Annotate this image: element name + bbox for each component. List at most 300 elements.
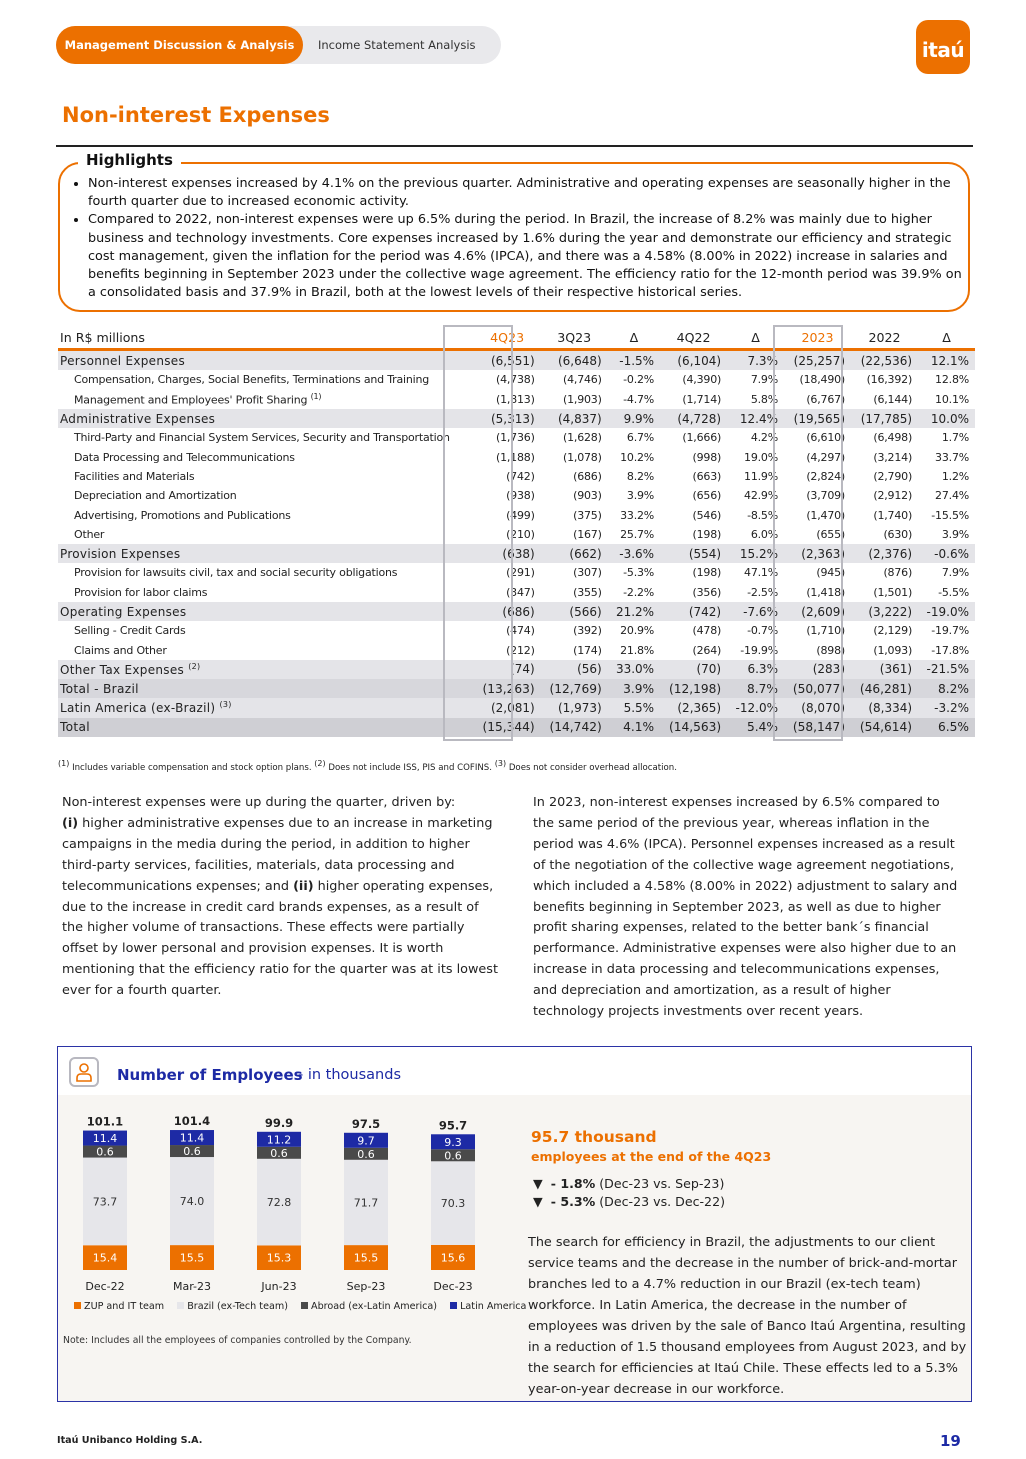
table-cell: (2,790) bbox=[873, 469, 913, 483]
bar-value-label: 70.3 bbox=[440, 1197, 466, 1211]
legend-item bbox=[74, 1301, 164, 1312]
employees-paragraph: The search for efficiency in Brazil, the adjustments to our client service teams and the decrease in the number of brick-and-mortar branches led to a 4.7% reduction in our Brazil (ex-tech team) workforce. In Latin America, the decrease in the number of employees was driven by the sale of Banco Itaú Argentina, resulting in a reduction of 1.5 thousand employees from August 2023, and by the search for efficiencies at Itaú Chile. These effects led to a 5.3% year-on-year decrease in our workforce. bbox=[528, 1235, 967, 1397]
table-cell: (499) bbox=[506, 508, 535, 522]
table-cell: -2.5% bbox=[747, 585, 778, 599]
row-label-text: Provision for labor claims bbox=[74, 585, 208, 599]
table-cell: (1,666) bbox=[682, 431, 722, 445]
kpi-value: - 5.3% bbox=[550, 1194, 596, 1209]
table-cell: (4,390) bbox=[682, 373, 722, 387]
bar-value-label: 0.6 bbox=[357, 1147, 375, 1161]
table-cell: (46,281) bbox=[851, 679, 918, 698]
table-cell: (1,736) bbox=[495, 431, 535, 445]
bar-value-label: 0.6 bbox=[183, 1145, 201, 1159]
table-cell: (283) bbox=[784, 660, 851, 679]
table-cell: 12.1% bbox=[918, 350, 975, 371]
table-row bbox=[58, 679, 975, 698]
table-row bbox=[58, 718, 975, 737]
table-cell: -17.8% bbox=[931, 643, 969, 657]
row-label-text: Provision for lawsuits civil, tax and social security obligations bbox=[74, 566, 398, 580]
bar-value-label: 15.5 bbox=[179, 1251, 205, 1265]
table-cell: (25,257) bbox=[784, 350, 851, 371]
highlight-item: • Compared to 2022, non-interest expenses were up 6.5% during the period. In Brazil, the increase of 8.2% was mainly due to higher business and technology investments. Core expenses increased by 1.6% during the year and demonstrate our efficiency and strategic cost management, given the inflation for the period was 4.6% (IPCA), and there was a 4.58% (8.00% in 2022) increase in salaries and benefits beginning in September 2023 under the collective wage agreement. The efficiency ratio for the 12-month period was 39.9% on a consolidated basis and 37.9% in Brazil, both at the lowest levels of their respective historical series. bbox=[88, 211, 972, 302]
footnote-text: Does not include ISS, PIS and COFINS. bbox=[328, 762, 492, 773]
row-label-text: Data Processing and Telecommunications bbox=[74, 450, 295, 464]
bar-value-label: 11.4 bbox=[179, 1131, 205, 1145]
table-cell: 42.9% bbox=[744, 489, 778, 503]
table-cell: (1,093) bbox=[873, 643, 913, 657]
table-cell: (264) bbox=[692, 643, 722, 657]
table-cell: (22,536) bbox=[851, 350, 918, 371]
row-label bbox=[58, 505, 474, 524]
row-label bbox=[58, 660, 474, 679]
bar-total-label: 99.9 bbox=[264, 1115, 294, 1130]
table-cell: 6.7% bbox=[626, 431, 655, 445]
table-cell: -3.6% bbox=[608, 544, 660, 563]
category-label: Jun-23 bbox=[261, 1280, 297, 1293]
table-cell: (2,824) bbox=[806, 469, 846, 483]
row-label-text: Latin America (ex-Brazil) bbox=[60, 701, 216, 716]
table-cell: 12.8% bbox=[935, 373, 969, 387]
table-cell: (2,912) bbox=[873, 489, 913, 503]
table-cell: 6.0% bbox=[750, 527, 778, 541]
row-label-text: Compensation, Charges, Social Benefits, Terminations and Training bbox=[74, 373, 430, 387]
header-delta-year: Δ bbox=[918, 326, 975, 350]
row-label bbox=[58, 718, 474, 737]
table-row bbox=[58, 660, 975, 679]
table-row bbox=[58, 583, 975, 602]
kpi-value: - 1.8% bbox=[550, 1176, 596, 1191]
page-title: Non-interest Expenses bbox=[62, 103, 330, 127]
table-cell: (4,728) bbox=[660, 409, 727, 428]
row-label-text: Selling - Credit Cards bbox=[74, 624, 186, 638]
table-cell: (1,813) bbox=[495, 392, 535, 406]
row-label bbox=[58, 428, 474, 447]
header-delta-yoy: Δ bbox=[727, 326, 784, 350]
title-divider bbox=[56, 145, 973, 147]
table-row bbox=[58, 640, 975, 659]
table-row bbox=[58, 467, 975, 486]
table-cell: (898) bbox=[816, 643, 846, 657]
table-row bbox=[58, 602, 975, 621]
row-label bbox=[58, 447, 474, 466]
table-cell: 3.9% bbox=[608, 679, 660, 698]
table-cell: 20.9% bbox=[620, 624, 655, 638]
table-cell: (4,297) bbox=[806, 450, 846, 464]
table-cell: (6,610) bbox=[806, 431, 846, 445]
table-cell: 21.2% bbox=[608, 602, 660, 621]
table-cell: (19,565) bbox=[784, 409, 851, 428]
table-cell: (2,376) bbox=[851, 544, 918, 563]
table-cell: -19.9% bbox=[740, 643, 778, 657]
bar-value-label: 74.0 bbox=[179, 1195, 205, 1209]
table-cell: 11.9% bbox=[744, 469, 778, 483]
row-label bbox=[58, 563, 474, 582]
row-label-text: Third-Party and Financial System Services, Security and Transportation bbox=[74, 431, 450, 445]
table-cell: (392) bbox=[573, 624, 602, 638]
row-label-text: Management and Employees' Profit Sharing bbox=[74, 393, 308, 407]
bar-value-label: 0.6 bbox=[270, 1146, 288, 1160]
down-arrow-icon: ▼ bbox=[533, 1194, 543, 1209]
table-cell: (630) bbox=[883, 527, 913, 541]
row-label-text: Advertising, Promotions and Publications bbox=[74, 508, 291, 522]
table-cell: (2,129) bbox=[873, 624, 913, 638]
header-4q23: 4Q23 bbox=[474, 326, 541, 350]
header-3q23: 3Q23 bbox=[541, 326, 608, 350]
header-units: In R$ millions bbox=[58, 326, 474, 350]
table-cell: (742) bbox=[660, 602, 727, 621]
table-cell: 10.2% bbox=[620, 450, 655, 464]
table-cell: (1,078) bbox=[563, 450, 602, 464]
kpi-subheadline: employees at the end of the 4Q23 bbox=[531, 1149, 772, 1164]
highlights-title: Highlights bbox=[78, 151, 181, 169]
row-label-text: Claims and Other bbox=[74, 643, 167, 657]
table-cell: (1,501) bbox=[873, 585, 913, 599]
bar-total-label: 95.7 bbox=[438, 1118, 468, 1133]
table-cell: 3.9% bbox=[941, 527, 969, 541]
table-cell: 47.1% bbox=[744, 566, 778, 580]
table-cell: (662) bbox=[541, 544, 608, 563]
table-row bbox=[58, 428, 975, 447]
table-row bbox=[58, 370, 975, 389]
kpi-change-qoq bbox=[533, 1176, 724, 1191]
table-cell: -3.2% bbox=[918, 698, 975, 717]
table-cell: (15,344) bbox=[474, 718, 541, 737]
bar-value-label: 73.7 bbox=[92, 1195, 118, 1209]
table-cell: 4.2% bbox=[750, 431, 778, 445]
table-row bbox=[58, 447, 975, 466]
person-icon bbox=[69, 1057, 99, 1087]
table-cell: -0.2% bbox=[623, 373, 655, 387]
table-cell: (16,392) bbox=[866, 373, 913, 387]
table-cell: 5.4% bbox=[727, 718, 784, 737]
table-cell: 25.7% bbox=[620, 527, 655, 541]
table-cell: (174) bbox=[573, 643, 602, 657]
row-label bbox=[58, 467, 474, 486]
table-cell: (198) bbox=[692, 566, 722, 580]
table-cell: -7.6% bbox=[727, 602, 784, 621]
table-cell: (566) bbox=[541, 602, 608, 621]
table-cell: (478) bbox=[692, 624, 722, 638]
table-cell: 12.4% bbox=[727, 409, 784, 428]
table-cell: (2,081) bbox=[474, 698, 541, 717]
table-cell: 5.8% bbox=[750, 392, 778, 406]
bar-value-label: 9.7 bbox=[357, 1134, 375, 1148]
table-cell: (1,714) bbox=[682, 392, 722, 406]
table-cell: (54,614) bbox=[851, 718, 918, 737]
table-cell: (1,188) bbox=[495, 450, 535, 464]
table-cell: (2,365) bbox=[660, 698, 727, 717]
highlight-item: • Non-interest expenses increased by 4.1% on the previous quarter. Administrative and operating expenses are seasonally higher in the fourth quarter due to increased economic activity. bbox=[88, 175, 972, 211]
table-row bbox=[58, 486, 975, 505]
legend-item bbox=[450, 1301, 526, 1312]
table-cell: (3,709) bbox=[806, 489, 846, 503]
table-cell: -5.5% bbox=[938, 585, 969, 599]
row-label-text: Provision Expenses bbox=[60, 546, 181, 561]
footnote-text: Includes variable compensation and stock option plans. bbox=[72, 762, 312, 773]
table-body bbox=[58, 350, 975, 737]
table-cell: (13,263) bbox=[474, 679, 541, 698]
table-cell: 33.0% bbox=[608, 660, 660, 679]
table-cell: (167) bbox=[573, 527, 602, 541]
employees-note: Note: Includes all the employees of companies controlled by the Company. bbox=[63, 1335, 412, 1346]
row-label-text: Facilities and Materials bbox=[74, 469, 195, 483]
table-cell: (12,198) bbox=[660, 679, 727, 698]
legend-item bbox=[177, 1301, 288, 1312]
table-cell: -15.5% bbox=[931, 508, 969, 522]
table-cell: -0.6% bbox=[918, 544, 975, 563]
table-cell: (6,551) bbox=[474, 350, 541, 371]
employees-title: Number of Employees bbox=[117, 1066, 303, 1084]
table-cell: (6,498) bbox=[873, 431, 913, 445]
chart-legend bbox=[74, 1301, 536, 1312]
row-label-text: Personnel Expenses bbox=[60, 353, 186, 368]
table-cell: 21.8% bbox=[620, 643, 655, 657]
table-cell: (8,070) bbox=[784, 698, 851, 717]
table-cell: (1,710) bbox=[806, 624, 846, 638]
table-cell: (686) bbox=[474, 602, 541, 621]
table-cell: (1,470) bbox=[806, 508, 846, 522]
table-cell: (6,767) bbox=[806, 392, 846, 406]
table-cell: -19.0% bbox=[918, 602, 975, 621]
quarter-analysis-paragraph bbox=[62, 793, 502, 1002]
table-cell: (18,490) bbox=[799, 373, 846, 387]
table-cell: 8.2% bbox=[626, 469, 655, 483]
table-cell: (1,418) bbox=[806, 585, 846, 599]
table-cell: (2,609) bbox=[784, 602, 851, 621]
kpi-change-yoy bbox=[533, 1194, 725, 1209]
table-cell: (58,147) bbox=[784, 718, 851, 737]
table-cell: 33.7% bbox=[935, 450, 969, 464]
table-cell: 6.5% bbox=[918, 718, 975, 737]
table-cell: 1.2% bbox=[941, 469, 969, 483]
table-cell: 19.0% bbox=[744, 450, 778, 464]
row-label bbox=[58, 409, 474, 428]
row-label bbox=[58, 583, 474, 602]
table-cell: 4.1% bbox=[608, 718, 660, 737]
category-label: Dec-23 bbox=[433, 1280, 473, 1293]
table-cell: (74) bbox=[474, 660, 541, 679]
table-cell: (3,222) bbox=[851, 602, 918, 621]
footnote-mark: (1) bbox=[58, 759, 70, 768]
table-row bbox=[58, 698, 975, 717]
kpi-desc: (Dec-23 vs. Sep-23) bbox=[599, 1176, 725, 1191]
table-cell: 33.2% bbox=[620, 508, 655, 522]
table-cell: (1,903) bbox=[563, 392, 602, 406]
legend-label: Abroad (ex-Latin America) bbox=[311, 1301, 438, 1312]
para-intro: Non-interest expenses were up during the quarter, driven by: bbox=[62, 795, 456, 810]
footnote-ref: (3) bbox=[219, 700, 232, 710]
bar-total-label: 97.5 bbox=[351, 1116, 381, 1131]
company-name: Itaú Unibanco Holding S.A. bbox=[57, 1435, 203, 1446]
table-cell: (638) bbox=[474, 544, 541, 563]
footnote-ref: (2) bbox=[188, 661, 201, 671]
table-cell: 15.2% bbox=[727, 544, 784, 563]
row-label bbox=[58, 640, 474, 659]
table-cell: (663) bbox=[692, 469, 722, 483]
table-cell: (938) bbox=[506, 489, 535, 503]
annual-analysis-paragraph: In 2023, non-interest expenses increased by 6.5% compared to the same period of the previous year, whereas inflation in the period was 4.6% (IPCA). Personnel expenses increased as a result of the negotiation of the collective wage agreement negotiations, which included a 4.58% (8.00% in 2022) adjustment to salary and benefits beginning in September 2023, as well as due to higher profit sharing expenses, related to the better bank´s financial performance. Administrative expenses were also higher due to an increase in data processing and telecommunications expenses, and depreciation and amortization, as a result of higher technology projects investments over recent years. bbox=[533, 795, 958, 1020]
legend-item bbox=[301, 1301, 437, 1312]
row-label bbox=[58, 370, 474, 389]
table-cell: (655) bbox=[816, 527, 846, 541]
table-cell: (210) bbox=[506, 527, 535, 541]
header-delta-q: Δ bbox=[608, 326, 660, 350]
table-row bbox=[58, 350, 975, 371]
table-cell: 5.5% bbox=[608, 698, 660, 717]
table-cell: (361) bbox=[851, 660, 918, 679]
bar-value-label: 11.2 bbox=[266, 1133, 292, 1147]
table-cell: (4,738) bbox=[495, 373, 535, 387]
footnote-mark: (3) bbox=[494, 759, 507, 768]
row-label bbox=[58, 698, 474, 717]
table-cell: -2.2% bbox=[623, 585, 655, 599]
table-cell: (4,746) bbox=[563, 373, 602, 387]
table-cell: (945) bbox=[816, 566, 846, 580]
para-text: higher operating expenses, due to the increase in credit card brands expenses, as a result of the higher volume of transactions. These effects were partially offset by lower personal and provision expenses. It is worth mentioning that the efficiency ratio for the quarter was at its lowest ever for a fourth quarter. bbox=[62, 878, 498, 999]
bar-value-label: 15.6 bbox=[440, 1251, 466, 1265]
row-label-text: Administrative Expenses bbox=[60, 411, 216, 426]
header-2022: 2022 bbox=[851, 326, 918, 350]
table-cell: (50,077) bbox=[784, 679, 851, 698]
bar-value-label: 9.3 bbox=[444, 1135, 462, 1149]
table-cell: 7.3% bbox=[727, 350, 784, 371]
table-cell: (5,313) bbox=[474, 409, 541, 428]
row-label-text: Other bbox=[74, 527, 105, 541]
table-cell: (686) bbox=[573, 469, 602, 483]
table-cell: (12,769) bbox=[541, 679, 608, 698]
table-cell: (307) bbox=[573, 566, 602, 580]
row-label-text: Depreciation and Amortization bbox=[74, 489, 237, 503]
category-label: Mar-23 bbox=[172, 1280, 212, 1293]
table-cell: (474) bbox=[506, 624, 535, 638]
table-cell: (742) bbox=[506, 469, 535, 483]
tab-income-statement[interactable]: Income Statement Analysis bbox=[318, 38, 476, 52]
footnote-ref: (1) bbox=[310, 391, 322, 401]
row-label-text: Other Tax Expenses bbox=[60, 662, 185, 677]
bar-value-label: 72.8 bbox=[266, 1196, 292, 1210]
table-cell: (3,214) bbox=[873, 450, 913, 464]
table-cell: 7.9% bbox=[941, 566, 969, 580]
table-cell: 6.3% bbox=[727, 660, 784, 679]
bar-value-label: 0.6 bbox=[96, 1145, 114, 1159]
table-cell: 8.7% bbox=[727, 679, 784, 698]
header-2023: 2023 bbox=[784, 326, 851, 350]
table-cell: (375) bbox=[573, 508, 602, 522]
table-cell: -5.3% bbox=[623, 566, 655, 580]
employees-chart bbox=[70, 1105, 510, 1320]
table-cell: (355) bbox=[573, 585, 602, 599]
table-cell: (1,740) bbox=[873, 508, 913, 522]
bar-value-label: 15.5 bbox=[353, 1251, 379, 1265]
row-label-text: Total bbox=[60, 720, 90, 735]
table-cell: 10.1% bbox=[935, 392, 969, 406]
table-cell: (70) bbox=[660, 660, 727, 679]
table-cell: (656) bbox=[692, 489, 722, 503]
table-cell: (17,785) bbox=[851, 409, 918, 428]
table-row bbox=[58, 621, 975, 640]
bar-value-label: 15.4 bbox=[92, 1251, 118, 1265]
table-cell: -12.0% bbox=[727, 698, 784, 717]
table-cell: 8.2% bbox=[918, 679, 975, 698]
table-cell: 27.4% bbox=[935, 489, 969, 503]
para-marker: (ii) bbox=[293, 878, 314, 894]
bar-total-label: 101.1 bbox=[86, 1114, 124, 1129]
table-cell: (6,104) bbox=[660, 350, 727, 371]
table-cell: 9.9% bbox=[608, 409, 660, 428]
tab-management-discussion[interactable]: Management Discussion & Analysis bbox=[56, 26, 303, 64]
table-cell: (212) bbox=[506, 643, 535, 657]
bar-value-label: 71.7 bbox=[353, 1196, 379, 1210]
table-cell: -4.7% bbox=[623, 392, 655, 406]
table-cell: (554) bbox=[660, 544, 727, 563]
row-label bbox=[58, 621, 474, 640]
table-cell: (14,742) bbox=[541, 718, 608, 737]
table-row bbox=[58, 390, 975, 409]
table-cell: (2,363) bbox=[784, 544, 851, 563]
table-cell: (6,648) bbox=[541, 350, 608, 371]
row-label bbox=[58, 350, 474, 371]
table-cell: (546) bbox=[692, 508, 722, 522]
table-cell: -19.7% bbox=[931, 624, 969, 638]
table-cell: -1.5% bbox=[608, 350, 660, 371]
table-row bbox=[58, 563, 975, 582]
row-label bbox=[58, 525, 474, 544]
table-cell: -0.7% bbox=[747, 624, 778, 638]
table-row bbox=[58, 409, 975, 428]
table-cell: (14,563) bbox=[660, 718, 727, 737]
kpi-desc: (Dec-23 vs. Dec-22) bbox=[599, 1194, 725, 1209]
row-label-text: Total - Brazil bbox=[60, 681, 139, 696]
legend-label: ZUP and IT team bbox=[84, 1301, 165, 1312]
row-label bbox=[58, 390, 474, 409]
bar-value-label: 0.6 bbox=[444, 1149, 462, 1163]
row-label bbox=[58, 486, 474, 505]
table-row bbox=[58, 525, 975, 544]
table-cell: (6,144) bbox=[873, 392, 913, 406]
table-row bbox=[58, 544, 975, 563]
table-footnotes bbox=[58, 759, 677, 773]
table-header-row bbox=[58, 326, 975, 350]
table-cell: (356) bbox=[692, 585, 722, 599]
table-row bbox=[58, 505, 975, 524]
legend-label: Latin America bbox=[460, 1301, 527, 1312]
para-text: higher administrative expenses due to an increase in marketing campaigns in the media during the period, in addition to higher third-party services, facilities, materials, data processing and telecommunications expenses; and bbox=[62, 815, 493, 894]
table-cell: (876) bbox=[883, 566, 913, 580]
table-cell: (998) bbox=[692, 450, 722, 464]
table-cell: (903) bbox=[573, 489, 602, 503]
table-cell: (291) bbox=[506, 566, 535, 580]
table-cell: (1,973) bbox=[541, 698, 608, 717]
bar-value-label: 15.3 bbox=[266, 1251, 292, 1265]
table-cell: (8,334) bbox=[851, 698, 918, 717]
employees-subtitle: - in thousands bbox=[298, 1067, 401, 1083]
header-4q22: 4Q22 bbox=[660, 326, 727, 350]
footnote-text: Does not consider overhead allocation. bbox=[508, 762, 677, 773]
row-label bbox=[58, 544, 474, 563]
table-cell: -8.5% bbox=[747, 508, 778, 522]
bar-value-label: 11.4 bbox=[92, 1132, 118, 1146]
table-cell: (56) bbox=[541, 660, 608, 679]
table-cell: 3.9% bbox=[626, 489, 655, 503]
highlights-list bbox=[74, 175, 972, 302]
category-label: Dec-22 bbox=[85, 1280, 125, 1293]
table-cell: -21.5% bbox=[918, 660, 975, 679]
legend-label: Brazil (ex-Tech team) bbox=[187, 1301, 288, 1312]
row-label-text: Operating Expenses bbox=[60, 604, 187, 619]
table-cell: (4,837) bbox=[541, 409, 608, 428]
page-number: 19 bbox=[940, 1432, 961, 1450]
table-cell: (198) bbox=[692, 527, 722, 541]
